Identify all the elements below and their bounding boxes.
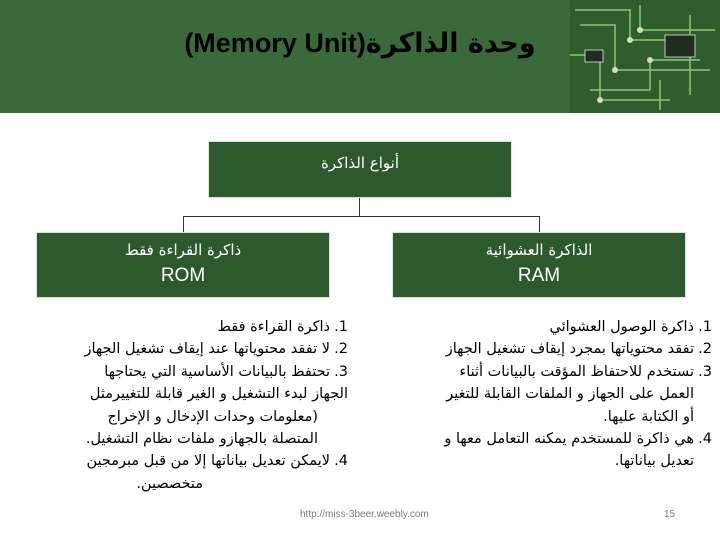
ram-point-number: 3. bbox=[698, 363, 712, 380]
rom-point-number: 4. bbox=[334, 453, 348, 470]
rom-point-text: (معلومات وحدات الإدخال و الإخراج bbox=[107, 408, 318, 425]
rom-point bbox=[0, 316, 348, 338]
ram-point-text: أو الكتابة عليها. bbox=[603, 408, 694, 425]
header-banner bbox=[0, 0, 720, 113]
ram-point-text: ذاكرة الوصول العشوائي bbox=[549, 319, 694, 335]
rom-point-text: متخصصين. bbox=[136, 475, 203, 492]
ram-description-list bbox=[372, 316, 712, 473]
rom-point-text: تحتفظ بالبيانات الأساسية التي يحتاجها bbox=[104, 363, 330, 380]
rom-arabic-label: ذاكرة القراءة فقط bbox=[124, 241, 242, 259]
rom-point-continued bbox=[0, 473, 348, 495]
ram-arabic-label: الذاكرة العشوائية bbox=[485, 241, 593, 259]
memory-types-node bbox=[208, 141, 512, 198]
ram-point bbox=[372, 316, 712, 338]
connector-right bbox=[539, 216, 540, 232]
rom-point-number: 1. bbox=[334, 319, 348, 335]
rom-point-text: لايمكن تعديل بياناتها إلا من قبل مبرمجين bbox=[86, 453, 330, 470]
ram-point-text: تعديل بياناتها. bbox=[614, 453, 694, 470]
page-number: 15 bbox=[664, 509, 676, 520]
ram-point-text: تستخدم للاحتفاظ المؤقت بالبيانات أثناء bbox=[459, 363, 694, 380]
ram-point bbox=[372, 338, 712, 360]
ram-point bbox=[372, 361, 712, 383]
rom-description-list bbox=[0, 316, 348, 495]
ram-point-text: هي ذاكرة للمستخدم يمكنه التعامل معها و bbox=[444, 431, 694, 448]
footer-url[interactable]: http://miss-3beer.weebly.com bbox=[300, 509, 429, 520]
ram-node bbox=[392, 232, 686, 298]
rom-point-number: 2. bbox=[334, 341, 348, 358]
rom-english-label: ROM bbox=[160, 265, 206, 286]
ram-point-text: تفقد محتوياتها بمجرد إيقاف تشغيل الجهاز bbox=[445, 341, 694, 358]
title-arabic: وحدة الذاكرة bbox=[365, 28, 536, 59]
memory-types-label: أنواع الذاكرة bbox=[320, 154, 400, 172]
rom-point bbox=[0, 450, 348, 472]
connector-vertical-root bbox=[359, 198, 360, 216]
rom-point-text: لا تفقد محتوياتها عند إيقاف تشغيل الجهاز bbox=[84, 341, 330, 358]
rom-point-continued bbox=[0, 428, 348, 450]
ram-point-number: 1. bbox=[698, 319, 712, 335]
rom-point-text: الجهاز لبدء التشغيل و الغير قابلة للتغييرمثل bbox=[89, 386, 348, 403]
slide-title bbox=[0, 28, 720, 59]
rom-node bbox=[36, 232, 330, 298]
ram-point-number: 4. bbox=[698, 431, 712, 448]
ram-point-continued bbox=[372, 383, 712, 405]
rom-point bbox=[0, 361, 348, 383]
connector-horizontal bbox=[183, 216, 539, 217]
rom-point-continued bbox=[0, 383, 348, 405]
rom-point-number: 3. bbox=[334, 363, 348, 380]
ram-point-continued bbox=[372, 450, 712, 472]
rom-point-text: المتصلة بالجهازو ملفات نظام التشغيل. bbox=[85, 431, 318, 448]
connector-left bbox=[183, 216, 184, 232]
ram-english-label: RAM bbox=[517, 265, 561, 286]
title-english: (Memory Unit) bbox=[184, 28, 366, 58]
ram-point bbox=[372, 428, 712, 450]
rom-point bbox=[0, 338, 348, 360]
rom-point-continued bbox=[0, 406, 348, 428]
rom-point-text: ذاكرة القراءة فقط bbox=[217, 319, 330, 335]
ram-point-number: 2. bbox=[698, 341, 712, 358]
ram-point-text: العمل على الجهاز و الملفات القابلة للتغير bbox=[446, 386, 694, 403]
ram-point-continued bbox=[372, 406, 712, 428]
